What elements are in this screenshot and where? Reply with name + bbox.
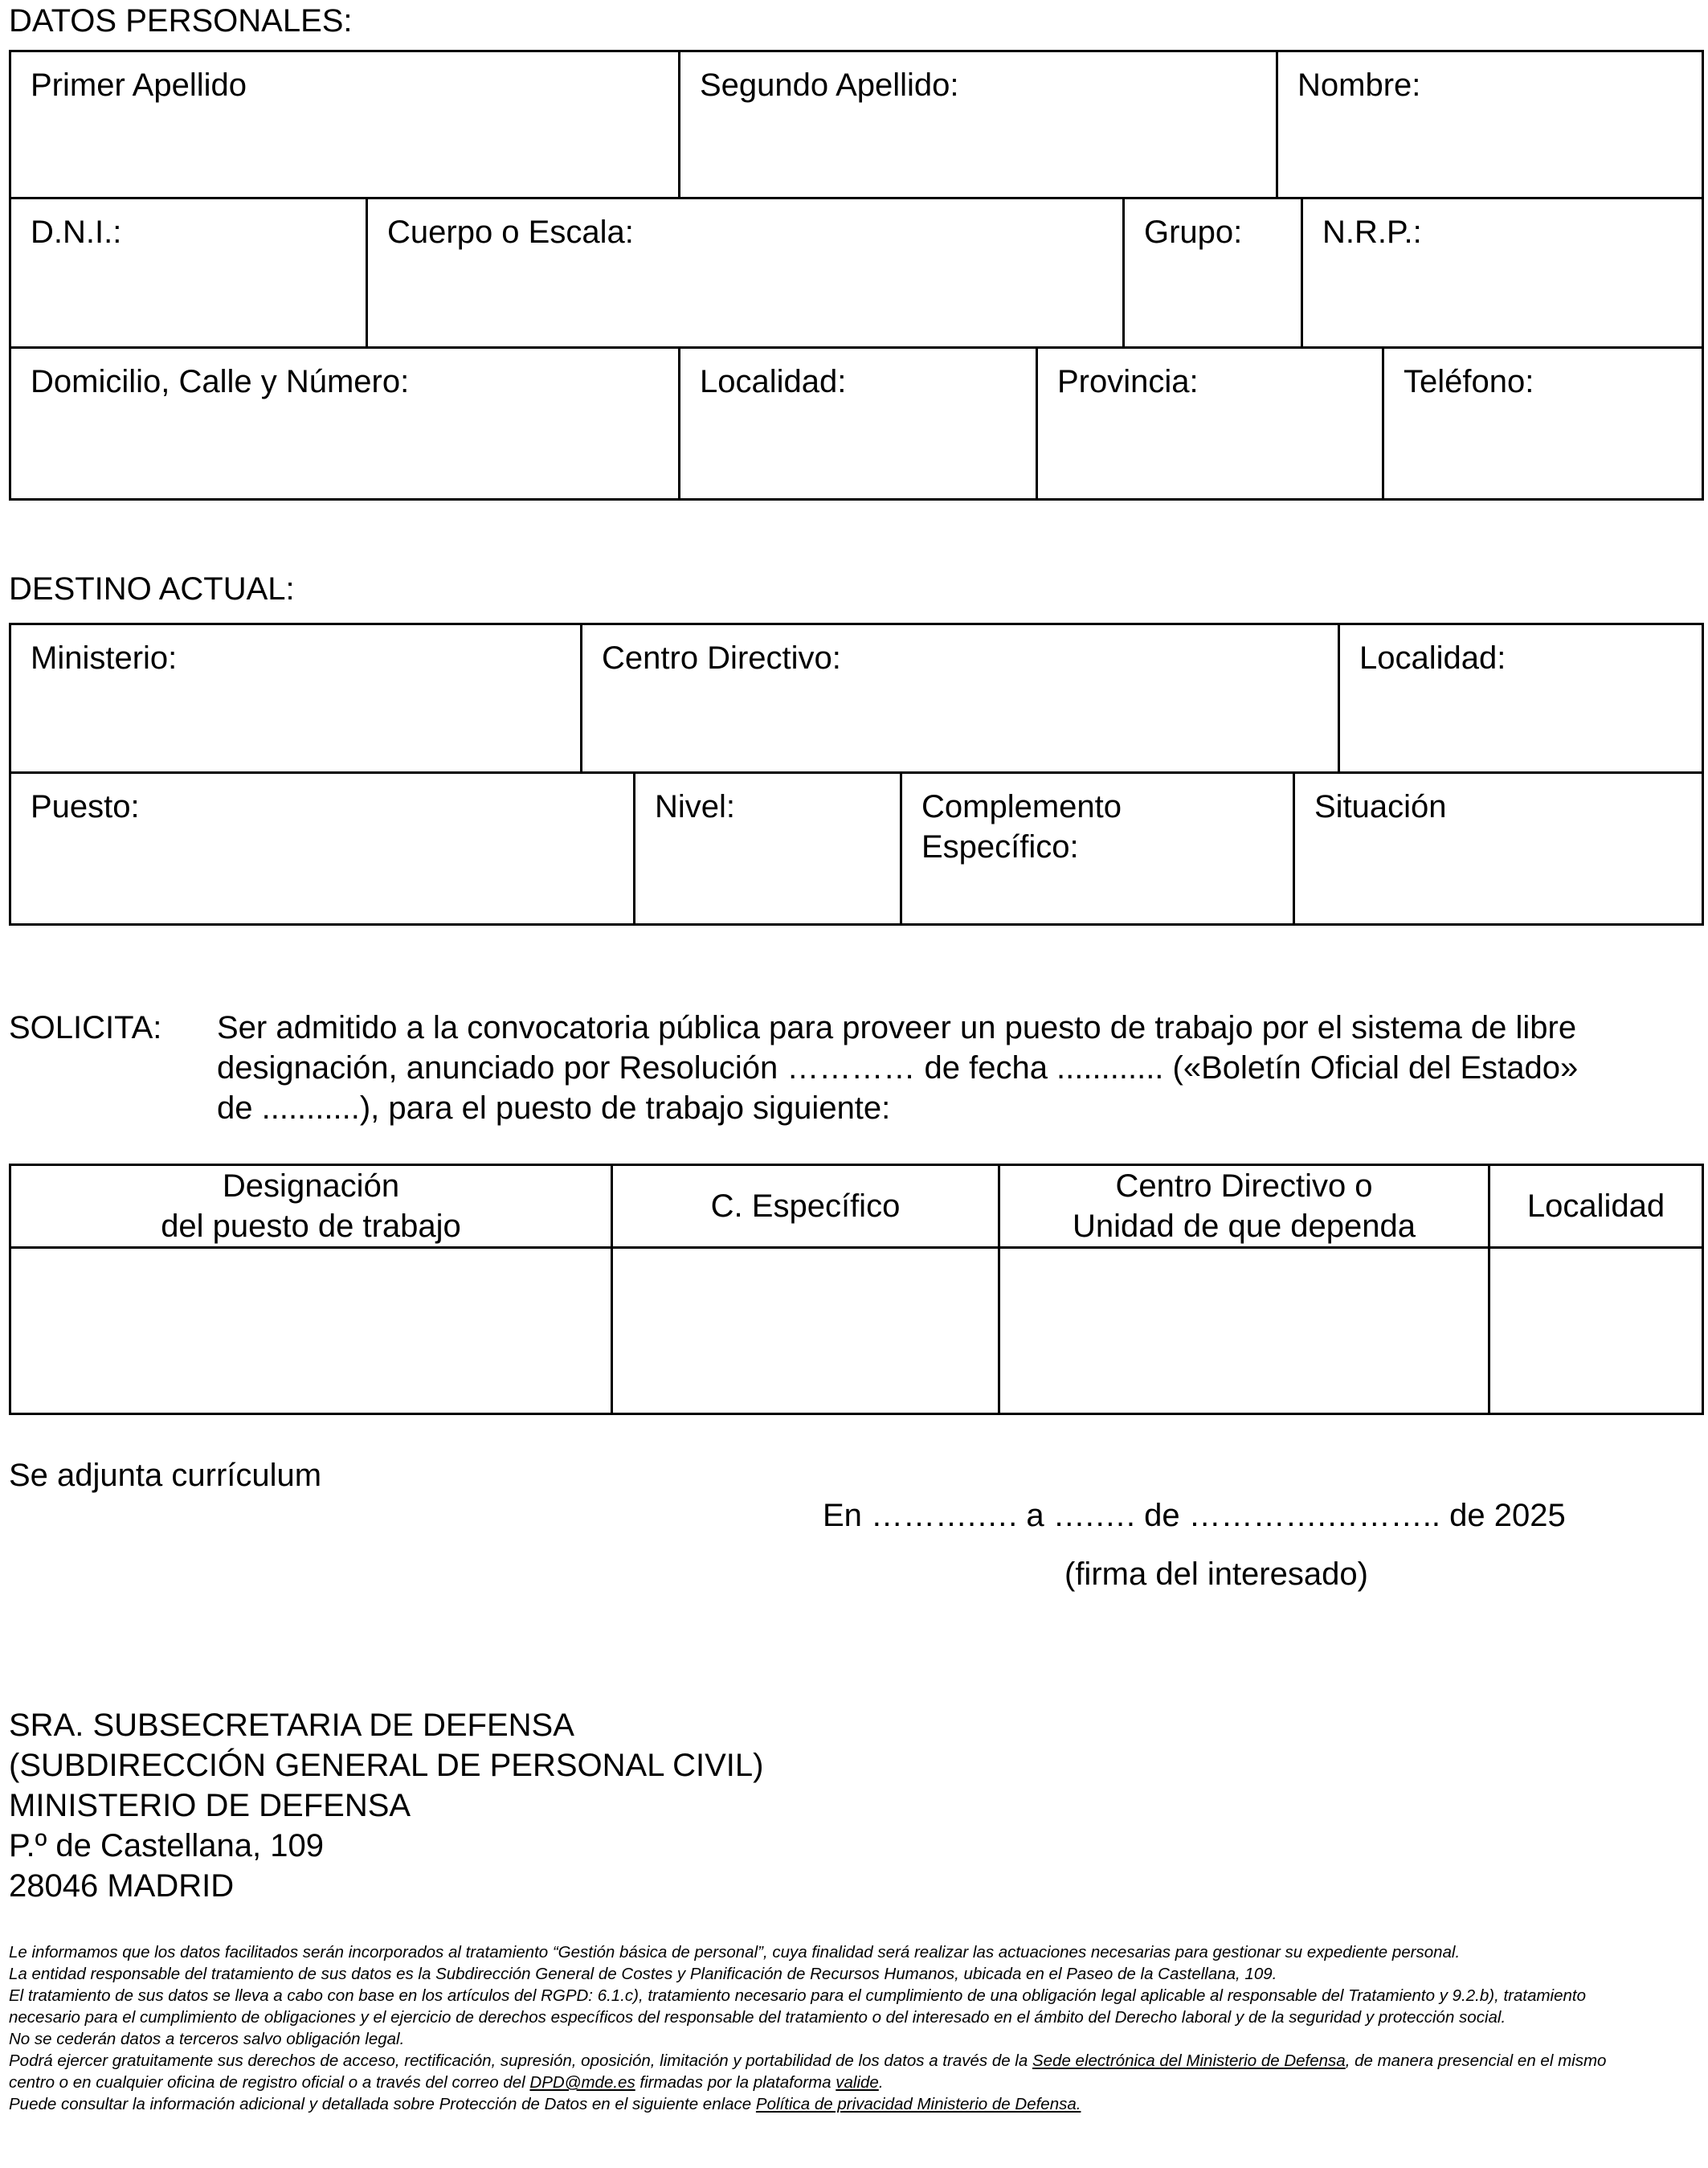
field-ministerio[interactable]: Ministerio: (11, 625, 582, 771)
personal-row-1 (9, 50, 1704, 199)
field-localidad-destino[interactable]: Localidad: (1359, 640, 1506, 676)
valide-link[interactable]: valide (836, 2073, 879, 2092)
privacy-p3: El tratamiento de sus datos se lleva a cabo con base en los artículos del RGPD: 6.1.c), tratamiento necesario para el cumplimiento de una obligación legal aplicable al responsable del Tratamiento y 9.2.b), tratamiento necesario para el cumplimiento de obligaciones y el ejercicio de derechos específicos del responsable del tratamiento o del interesado en el ámbito del Derecho laboral y de la seguridad y protección social. (9, 1986, 1587, 2027)
solicita-label: SOLICITA: (9, 1010, 162, 1045)
header-designacion: Designación del puesto de trabajo (11, 1166, 613, 1246)
adjunta-curriculum: Se adjunta currículum (9, 1458, 322, 1493)
privacy-p6-text: Puede consultar la información adicional y detallada sobre Protección de Datos en el siguiente enlace (9, 2095, 756, 2113)
field-nrp[interactable]: N.R.P.: (1322, 215, 1422, 250)
puesto-table (9, 1164, 1704, 1415)
field-situacion[interactable]: Situación (1314, 789, 1447, 824)
privacy-p4: No se cederán datos a terceros salvo obligación legal. (9, 2030, 405, 2048)
personal-row-3 (9, 349, 1704, 501)
puesto-table-header (11, 1166, 1702, 1249)
input-localidad[interactable] (1490, 1249, 1702, 1413)
input-c-especifico[interactable] (613, 1249, 1000, 1413)
privacy-p5 (9, 2050, 1608, 2093)
address-block (9, 1705, 763, 1906)
field-dni[interactable]: D.N.I.: (11, 199, 368, 346)
section-title-destino-actual: DESTINO ACTUAL: (9, 571, 295, 607)
header-localidad: Localidad (1526, 1188, 1665, 1224)
header-c-especifico: C. Específico (613, 1166, 1000, 1246)
field-telefono[interactable]: Teléfono: (1404, 364, 1534, 399)
puesto-table-row (11, 1249, 1702, 1413)
destino-row-1 (9, 623, 1704, 774)
address-line-3: MINISTERIO DE DEFENSA (9, 1788, 411, 1823)
input-designacion[interactable] (11, 1249, 613, 1413)
sede-electronica-link[interactable]: Sede electrónica del Ministerio de Defensa (1032, 2051, 1346, 2070)
destino-row-2 (9, 774, 1704, 926)
field-complemento-especifico[interactable]: Complemento Específico: (902, 774, 1295, 923)
field-segundo-apellido[interactable]: Segundo Apellido: (680, 52, 1278, 197)
address-line-4: P.º de Castellana, 109 (9, 1828, 324, 1863)
privacy-notice (9, 1941, 1608, 2115)
privacy-p6 (9, 2093, 1608, 2115)
dpd-email-link[interactable]: DPD@mde.es (529, 2073, 635, 2092)
field-primer-apellido[interactable]: Primer Apellido (11, 52, 680, 197)
personal-row-2 (9, 199, 1704, 349)
field-puesto[interactable]: Puesto: (11, 774, 635, 923)
politica-privacidad-link[interactable]: Política de privacidad Ministerio de Defensa. (755, 2095, 1081, 2113)
field-nivel[interactable]: Nivel: (635, 774, 902, 923)
privacy-p5-text-b: , de manera presencial en el mismo centro o en cualquier oficina de registro oficial o a través del correo del (9, 2051, 1607, 2092)
privacy-p5-text-a: Podrá ejercer gratuitamente sus derechos de acceso, rectificación, supresión, oposición, limitación y portabilidad de los datos a través de la (9, 2051, 1032, 2070)
privacy-p5-text-c: firmadas por la plataforma (635, 2073, 836, 2092)
privacy-p1: Le informamos que los datos facilitados serán incorporados al tratamiento “Gestión básica de personal”, cuya finalidad será realizar las actuaciones necesarias para gestionar su expediente personal. (9, 1943, 1461, 1961)
input-centro-directivo[interactable] (1000, 1249, 1490, 1413)
address-line-1: SRA. SUBSECRETARIA DE DEFENSA (9, 1708, 574, 1743)
firma-label: (firma del interesado) (1064, 1556, 1368, 1592)
privacy-p2: La entidad responsable del tratamiento de sus datos es la Subdirección General de Costes y Planificación de Recursos Humanos, ubicada en el Paseo de la Castellana, 109. (9, 1965, 1277, 1983)
header-centro-directivo: Centro Directivo o Unidad de que dependa (1000, 1166, 1490, 1246)
field-grupo[interactable]: Grupo: (1125, 199, 1303, 346)
address-line-5: 28046 MADRID (9, 1868, 235, 1904)
privacy-p5-text-d: . (878, 2073, 884, 2092)
solicita-text: Ser admitido a la convocatoria pública para proveer un puesto de trabajo por el sistema de libre designación, anunciado por Resolución ………… de fecha ............ («Boletín Oficial del Estado» de ...........), para el puesto de trabajo siguiente: (217, 1010, 1579, 1126)
field-domicilio[interactable]: Domicilio, Calle y Número: (11, 349, 680, 498)
field-provincia[interactable]: Provincia: (1038, 349, 1384, 498)
date-line: En ……….…. a ….…. de ………….……….. de 2025 (823, 1498, 1566, 1533)
field-localidad-personal[interactable]: Localidad: (680, 349, 1038, 498)
field-cuerpo-escala[interactable]: Cuerpo o Escala: (368, 199, 1125, 346)
field-centro-directivo[interactable]: Centro Directivo: (582, 625, 1340, 771)
address-line-2: (SUBDIRECCIÓN GENERAL DE PERSONAL CIVIL) (9, 1748, 764, 1783)
field-nombre[interactable]: Nombre: (1297, 67, 1421, 103)
section-title-datos-personales: DATOS PERSONALES: (9, 3, 353, 39)
